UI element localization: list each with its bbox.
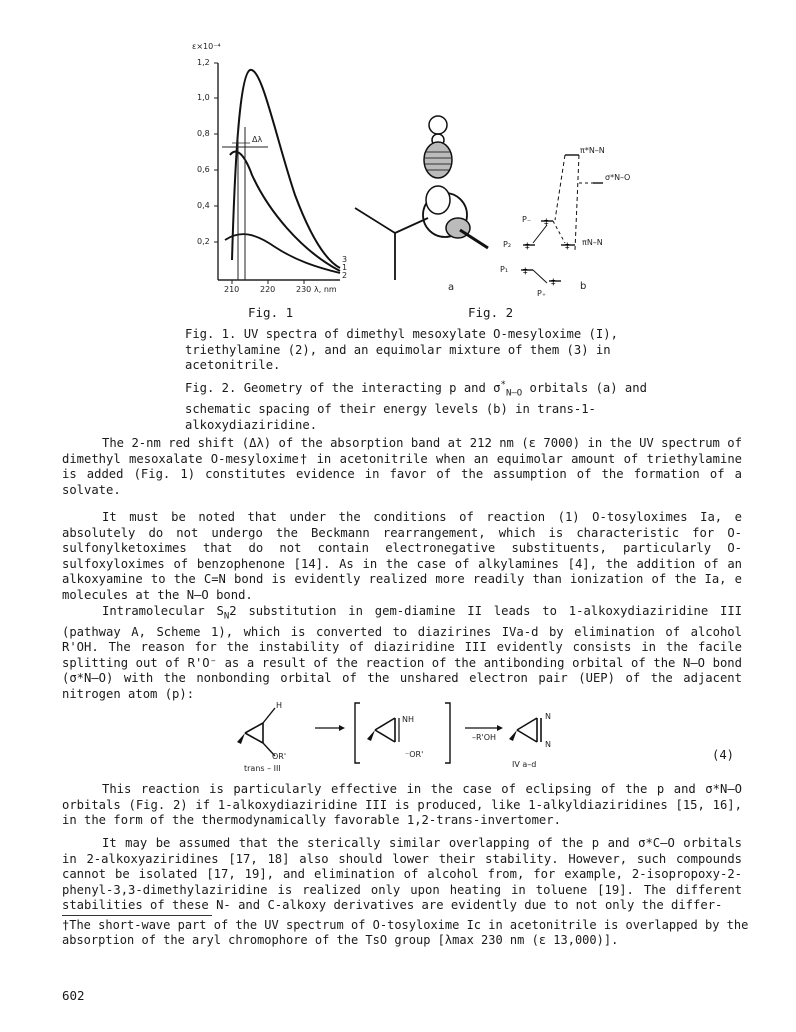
level-p2: P₂ <box>503 240 512 249</box>
scheme-n-bottom: N <box>545 740 551 749</box>
figure-2-caption: Fig. 2. Geometry of the interacting p and $\sigma^*_{N-O}$ orbitals (a) and schematic spacing of their energy levels (b) in trans-1-alkoxydiaziridine. <box>185 380 647 432</box>
paragraph-1-text: The 2-nm red shift (Δλ) of the absorption band at 212 nm (ε 7000) in the UV spectrum of dimethyl mesoxalate O-mesyloxime† in acetonitrile when an equimolar amount of triethylamine is added (Fig. 1) constitutes evidence in favor of the assumption of the formation of a solvate. <box>62 436 742 497</box>
footnote: †The short-wave part of the UV spectrum of O-tosyloxime Ic in acetonitrile is overlapped by the absorption of the aryl chromophore of the TsO group [λmax 230 nm (ε 13,000)]. <box>62 918 749 947</box>
paragraph-4 <box>62 782 742 829</box>
caption-2-part2: orbitals (a) and schematic spacing of their energy levels (b) in trans-1-alkoxydiaziridine. <box>185 381 647 432</box>
paragraph-2-text: It must be noted that under the conditions of reaction (1) O-tosyloximes Ia, e absolutely do not undergo the Beckmann rearrangement, which is characteristic for O-sulfonylketoximes that do not contain electronegative substituents, particularly O-sulfoxyloximes of benzophenone [14]. As in the case of alkylamines [4], the addition of an alkoxyamine to the C=N bond is evidently realized more readily than ionization of the Ia, e molecules at the N–O bond. <box>62 510 742 602</box>
y-tick-0-6: 0,6 <box>197 165 210 174</box>
equation-number: (4) <box>712 748 735 762</box>
figure-2-label: Fig. 2 <box>468 305 514 320</box>
level-sigma-star-no: σ*N–O <box>605 173 631 182</box>
caption-2-sub: N–O <box>505 388 523 399</box>
paragraph-3-b: 2 substitution in gem-diamine II leads to 1-alkoxydiaziridine III (pathway A, Scheme 1), which is converted to diazirines IVa-d by elimination of alcohol R'OH. The reason for the instability of diaziridine III evidently consists in the facile splitting out of R'O⁻ as a result of the reaction of the antibonding orbital of the N–O bond (σ*N–O) with the nonbonding orbital of the unshared electron pair (UEP) of the adjacent nitrogen atom (p): <box>62 604 742 701</box>
scheme-nh-label: NH <box>402 715 414 724</box>
y-tick-1-0: 1,0 <box>197 93 210 102</box>
level-p-minus: P₋ <box>522 215 532 224</box>
scheme-minus-or-label: ⁻OR' <box>405 750 424 759</box>
y-tick-0-8: 0,8 <box>197 129 210 138</box>
svg-text:‡: ‡ <box>551 278 556 288</box>
scheme-n-top: N <box>545 712 551 721</box>
curve-label-1: 1 <box>342 263 348 272</box>
level-pi-star-nn: π*N–N <box>580 146 605 155</box>
page-number: 602 <box>62 988 85 1003</box>
curve-3 <box>225 234 340 273</box>
scheme-or-label: OR' <box>272 752 287 761</box>
scheme-trans-label: trans – III <box>244 764 281 773</box>
svg-text:‡: ‡ <box>544 218 549 228</box>
figure-1-label: Fig. 1 <box>248 305 294 320</box>
panel-b-label: b <box>580 281 587 292</box>
figure-1-caption: Fig. 1. UV spectra of dimethyl mesoxylate O-mesyloxime (I), triethylamine (2), and an equimolar mixture of them (3) in acetonitrile. <box>185 327 618 372</box>
delta-lambda-label: Δλ <box>252 135 263 144</box>
paragraph-3-a: Intramolecular S <box>102 604 224 618</box>
scheme-reagent-label: –R'OH <box>472 733 497 742</box>
level-p-plus: P₊ <box>537 289 547 298</box>
paragraph-3 <box>62 604 742 702</box>
paragraph-5-text: It may be assumed that the sterically similar overlapping of the p and σ*C–O orbitals in 2-alkoxyaziridines [17, 18] also should lower their stability. However, such compounds cannot be isolated [17, 19], and elimination of alcohol from, for example, 2-isopropoxy-2-phenyl-3,3-dimethylaziridine is realized only upon heating in toluene [19]. The different stabilities of these N- and C-alkoxy derivatives are evidently due to not only the differ- <box>62 836 742 912</box>
figure-2-energy-levels <box>495 145 635 295</box>
level-p1: P₁ <box>500 265 509 274</box>
paragraph-5 <box>62 836 742 914</box>
paragraph-2 <box>62 510 742 603</box>
x-tick-220: 220 <box>260 285 276 294</box>
x-axis-label: λ, nm <box>314 285 337 294</box>
y-tick-0-2: 0,2 <box>197 237 210 246</box>
x-tick-210: 210 <box>224 285 240 294</box>
footnote-rule <box>62 915 212 916</box>
svg-text:‡: ‡ <box>523 267 528 277</box>
caption-2-part1: Fig. 2. Geometry of the interacting p and σ <box>185 381 501 396</box>
paragraph-1 <box>62 436 742 498</box>
svg-text:‡: ‡ <box>565 242 570 252</box>
x-tick-230: 230 <box>296 285 312 294</box>
y-tick-0-4: 0,4 <box>197 201 210 210</box>
scheme-h-label: H <box>276 701 283 710</box>
panel-a-label: a <box>448 282 455 293</box>
curve-1 <box>232 70 340 268</box>
y-axis-label: ε×10⁻⁴ <box>192 42 221 51</box>
scheme-iv-label: IV a–d <box>512 760 537 769</box>
level-pi-nn: πN–N <box>582 238 603 247</box>
curve-label-2: 2 <box>342 271 348 280</box>
curve-label-3: 3 <box>342 255 348 264</box>
paragraph-4-text: This reaction is particularly effective in the case of eclipsing of the p and σ*N–O orbitals (Fig. 2) if 1-alkoxydiaziridine III is produced, like 1-alkyldiaziridines [15, 16], in the form of the thermodynamically favorable 1,2-trans-invertomer. <box>62 782 742 827</box>
paragraph-3-sub: N <box>223 611 230 622</box>
svg-text:‡: ‡ <box>525 242 530 252</box>
y-tick-1-2: 1,2 <box>197 58 210 67</box>
